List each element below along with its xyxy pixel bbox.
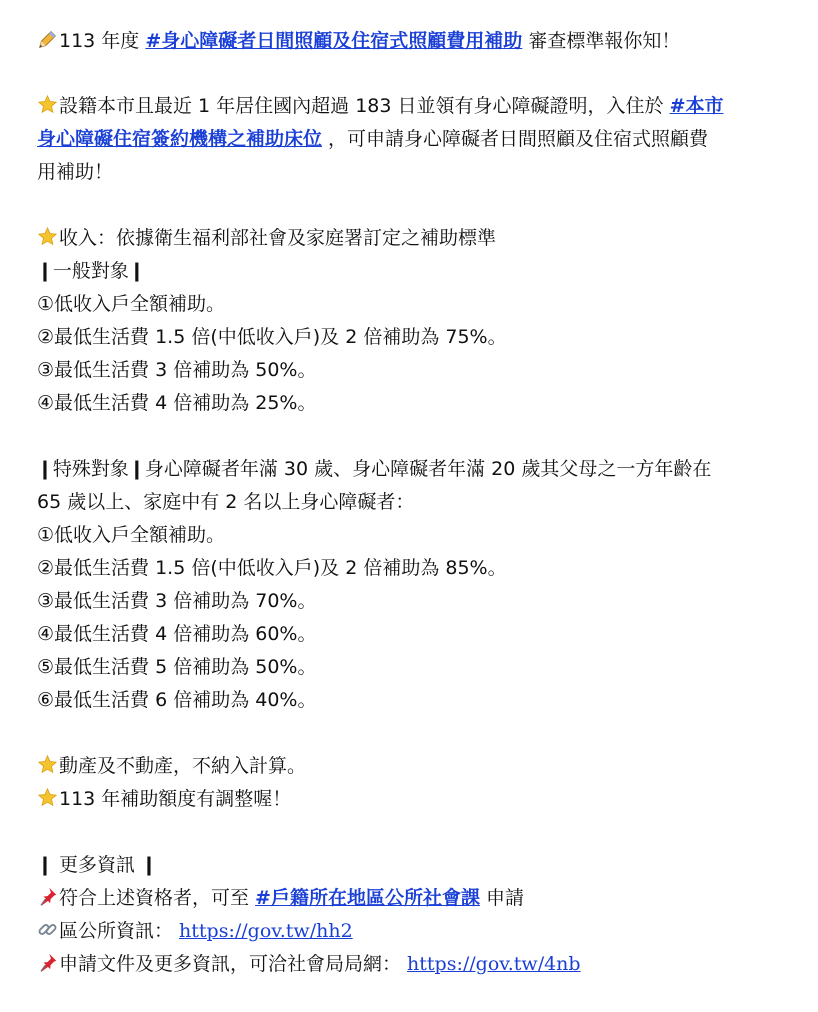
eligibility-line-1: 設籍本市且最近 1 年居住國內超過 183 日並領有身心障礙證明，入住於 #本市 [37,91,723,121]
note-line: 動產及不動產，不納入計算。 [37,751,306,781]
hashtag-link-district-office[interactable]: #戶籍所在地區公所社會課 [255,887,480,909]
special-item: ②最低生活費 1.5 倍(中低收入戶)及 2 倍補助為 85%。 [37,557,507,579]
social-bureau-url-link[interactable]: https://gov.tw/4nb [407,953,581,975]
special-target-line-1: ❙特殊對象❙身心障礙者年滿 30 歲、身心障礙者年滿 20 歲其父母之一方年齡在 [37,458,712,480]
intro-line: 113 年度 #身心障礙者日間照顧及住宿式照顧費用補助 審查標準報你知！ [37,26,680,56]
note-line: 113 年補助額度有調整喔！ [37,784,291,814]
general-target-label: ❙一般對象❙ [37,260,145,282]
hashtag-link-contracted-beds-part2[interactable]: 身心障礙住宿簽約機構之補助床位 [37,128,323,150]
star-icon [37,787,58,808]
income-heading: 收入：依據衛生福利部社會及家庭署訂定之補助標準 [37,223,496,253]
general-item: ③最低生活費 3 倍補助為 50%。 [37,359,317,381]
pushpin-icon [37,886,58,907]
apply-line: 符合上述資格者，可至 #戶籍所在地區公所社會課 申請 [37,883,524,913]
docs-line: 申請文件及更多資訊，可洽社會局局網： https://gov.tw/4nb [37,949,581,979]
office-url-link[interactable]: https://gov.tw/hh2 [179,920,353,942]
pencil-icon [37,29,58,50]
special-item: ⑥最低生活費 6 倍補助為 40%。 [37,689,317,711]
office-info-line: 區公所資訊： https://gov.tw/hh2 [37,916,353,946]
eligibility-line-3: 用補助！ [37,161,114,183]
special-item: ⑤最低生活費 5 倍補助為 50%。 [37,656,317,678]
general-item: ②最低生活費 1.5 倍(中低收入戶)及 2 倍補助為 75%。 [37,326,507,348]
special-item: ①低收入戶全額補助。 [37,524,226,546]
pushpin-icon [37,952,58,973]
star-icon [37,94,58,115]
star-icon [37,226,58,247]
star-icon [37,754,58,775]
special-item: ③最低生活費 3 倍補助為 70%。 [37,590,317,612]
more-info-heading: ❙ 更多資訊 ❙ [37,854,157,876]
special-item: ④最低生活費 4 倍補助為 60%。 [37,623,317,645]
hashtag-link-contracted-beds-part1[interactable]: #本市 [669,95,724,117]
special-target-line-2: 65 歲以上、家庭中有 2 名以上身心障礙者： [37,491,415,513]
general-item: ④最低生活費 4 倍補助為 25%。 [37,392,317,414]
hashtag-link-subsidy[interactable]: #身心障礙者日間照顧及住宿式照顧費用補助 [145,30,523,52]
link-icon [37,919,58,940]
eligibility-line-2: 身心障礙住宿簽約機構之補助床位 ，可申請身心障礙者日間照顧及住宿式照顧費 [37,128,709,150]
general-item: ①低收入戶全額補助。 [37,293,226,315]
